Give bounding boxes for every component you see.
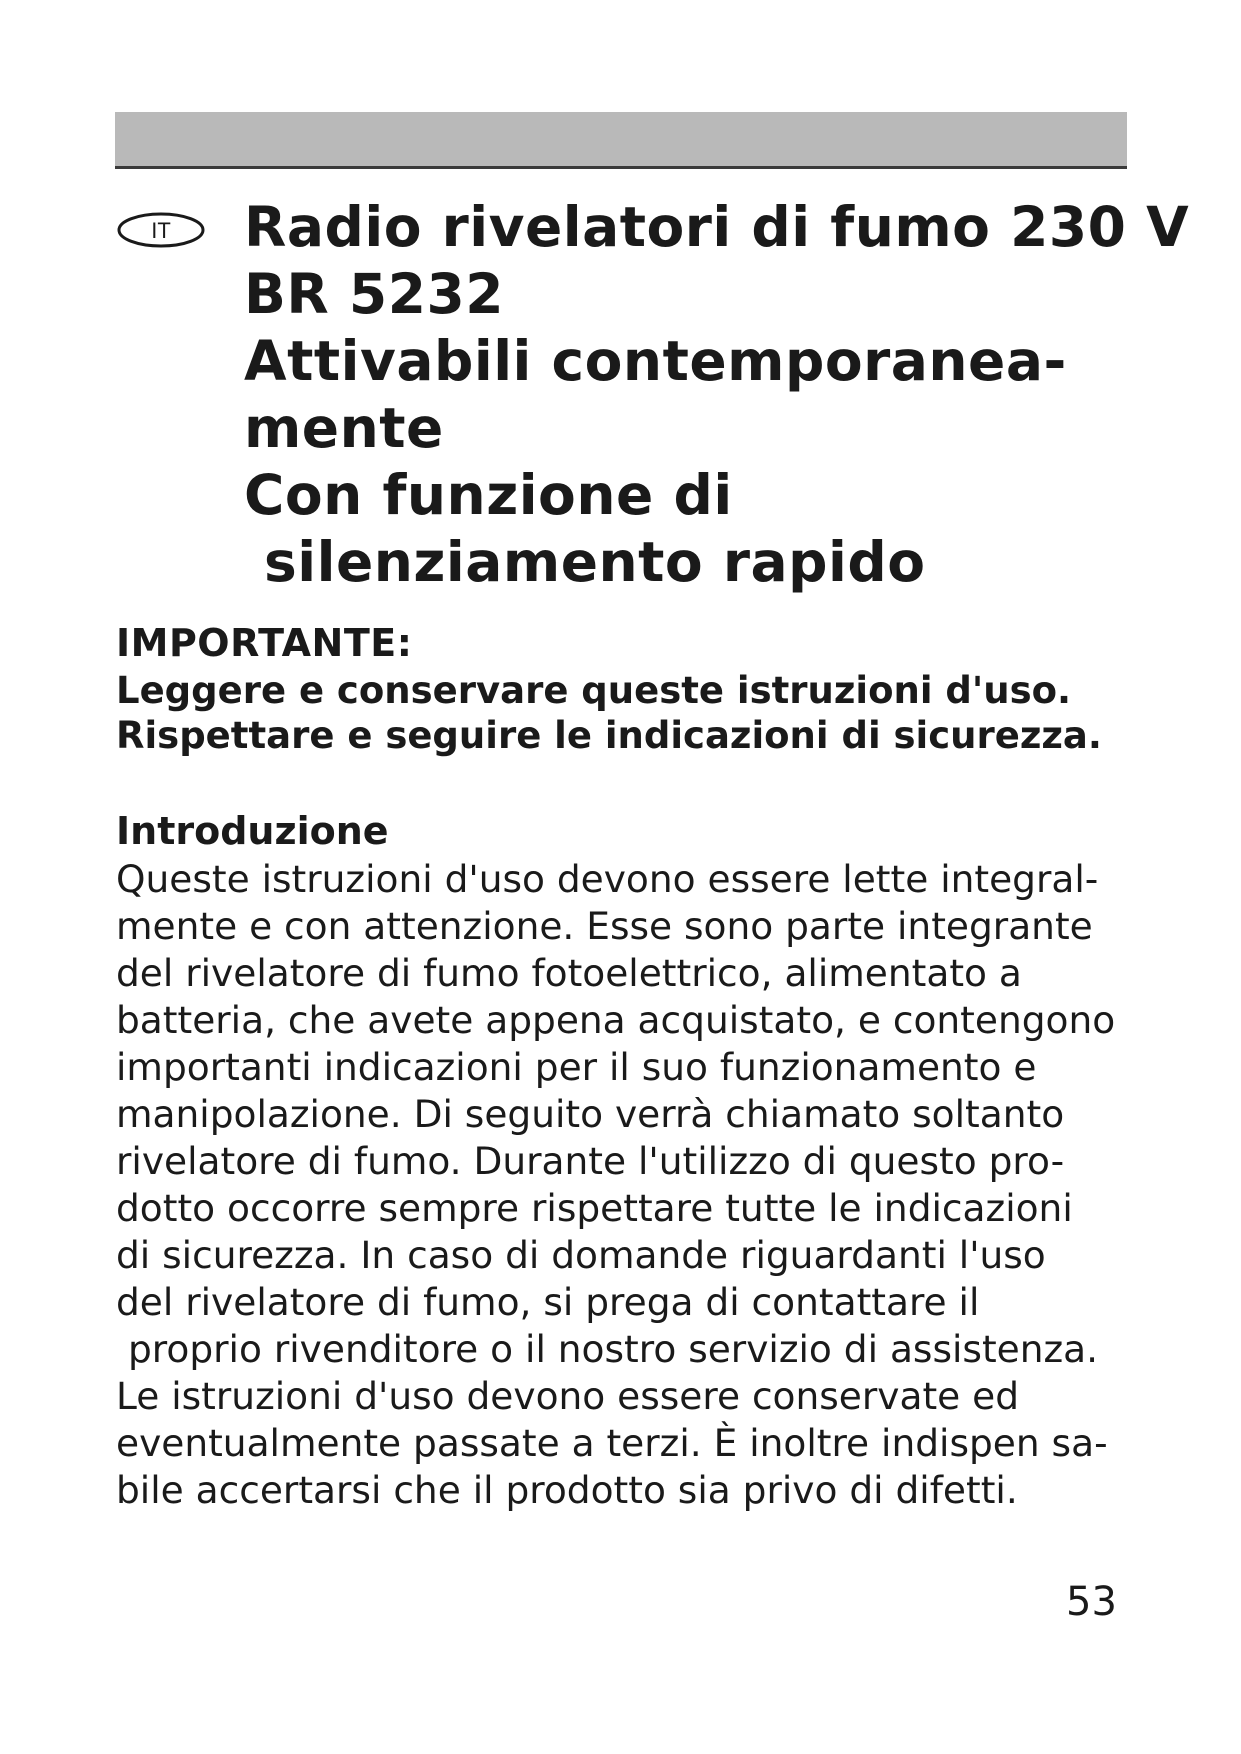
language-badge — [116, 211, 206, 249]
important-heading: IMPORTANTE: — [116, 621, 413, 665]
important-notice — [116, 668, 1156, 758]
page-number: 53 — [1066, 1579, 1117, 1625]
section-header-bar — [115, 112, 1127, 169]
title-line: Con funzione di — [244, 463, 733, 527]
title-line: mente — [244, 396, 444, 460]
body-line: batteria, che avete appena acquistato, e contengono — [116, 998, 1116, 1042]
body-line: del rivelatore di fumo fotoelettrico, alimentato a — [116, 951, 1022, 995]
body-line: importanti indicazioni per il suo funzionamento e — [116, 1045, 1037, 1089]
body-line: rivelatore di fumo. Durante l'utilizzo di questo pro- — [116, 1139, 1065, 1183]
body-line: proprio rivenditore o il nostro servizio di assistenza. — [128, 1327, 1099, 1371]
important-line: Leggere e conservare queste istruzioni d'uso. — [116, 669, 1072, 712]
body-line: manipolazione. Di seguito verrà chiamato soltanto — [116, 1092, 1065, 1136]
introduction-body — [116, 856, 1176, 1514]
body-line: Queste istruzioni d'uso devono essere lette integral- — [116, 857, 1099, 901]
body-line: del rivelatore di fumo, si prega di contattare il — [116, 1280, 980, 1324]
body-line: di sicurezza. In caso di domande riguardanti l'uso — [116, 1233, 1046, 1277]
body-line: eventualmente passate a terzi. È inoltre indispen sa- — [116, 1421, 1108, 1465]
body-line: Le istruzioni d'uso devono essere conservate ed — [116, 1374, 1020, 1418]
introduction-heading: Introduzione — [116, 809, 389, 853]
body-line: bile accertarsi che il prodotto sia privo di difetti. — [116, 1468, 1018, 1512]
body-line: mente e con attenzione. Esse sono parte integrante — [116, 904, 1093, 948]
language-badge-icon — [116, 211, 206, 249]
important-line: Rispettare e seguire le indicazioni di sicurezza. — [116, 714, 1102, 757]
page-title — [244, 194, 1190, 596]
title-line: BR 5232 — [244, 262, 504, 326]
body-line: dotto occorre sempre rispettare tutte le indicazioni — [116, 1186, 1073, 1230]
title-line: Attivabili contemporanea- — [244, 329, 1067, 393]
title-line: silenziamento rapido — [264, 530, 926, 594]
title-line: Radio rivelatori di fumo 230 V — [244, 195, 1190, 259]
language-badge-label: IT — [151, 218, 171, 243]
